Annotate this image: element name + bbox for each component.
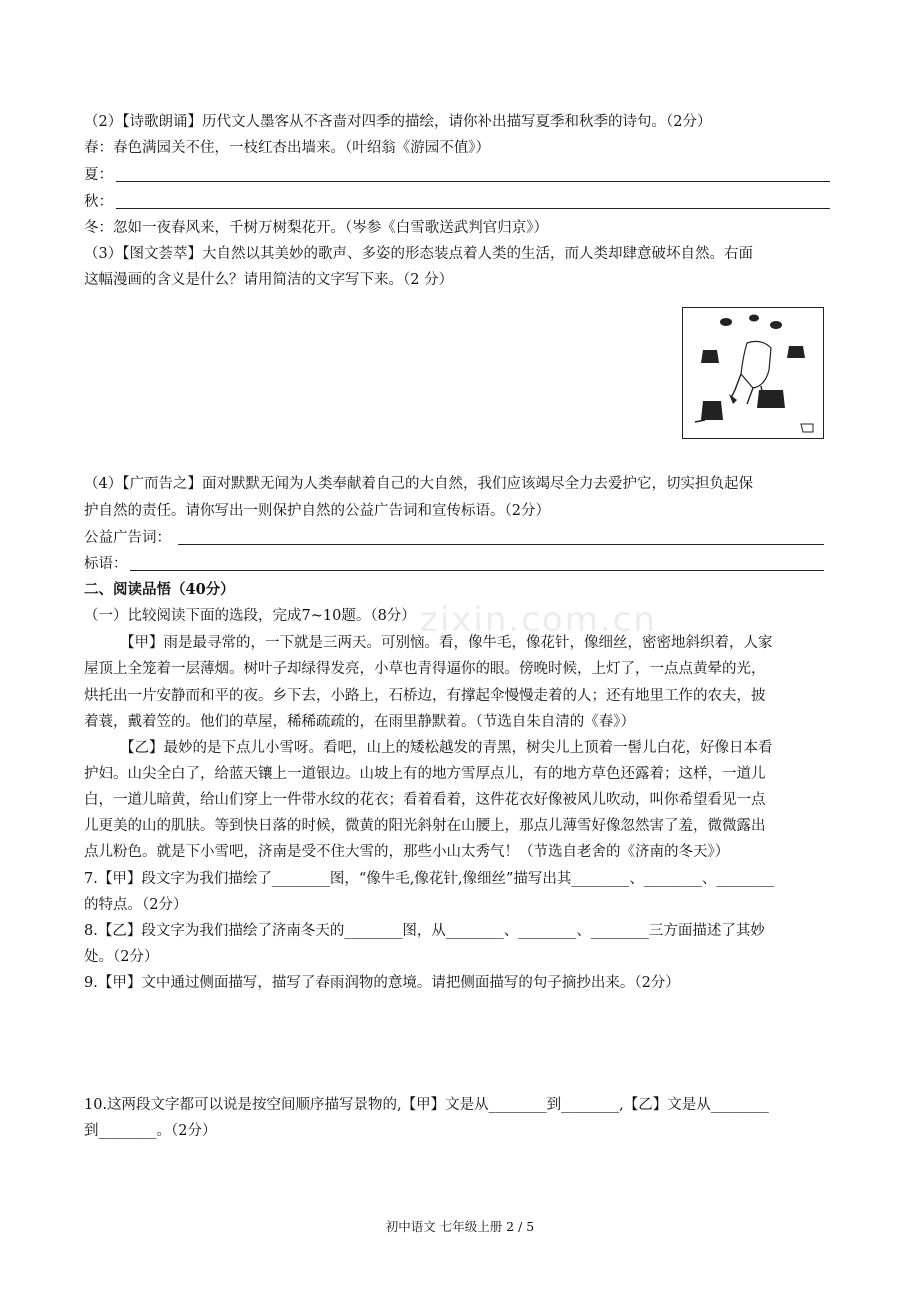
q4-prompt-line1: （4）【广而告之】面对默默无闻为人类奉献着自己的大自然，我们应该竭尽全力去爱护它，切实担负起保: [84, 476, 753, 492]
q4-prompt-line2: 护自然的责任。请你写出一则保护自然的公益广告词和宣传标语。（2分）: [84, 503, 550, 519]
q10-line1: 10.这两段文字都可以说是按空间顺序描写景物的,【甲】文是从________到________,【乙】文是从________: [84, 1097, 769, 1113]
q7-line1: 7.【甲】段文字为我们描绘了________图，“像牛毛,像花针,像细丝”描写出其________、________、________: [84, 871, 775, 887]
ad-answer-line[interactable]: [178, 544, 824, 545]
q8-line2: 处。（2分）: [84, 949, 159, 965]
passage-b-line: 儿更美的山的肌肤。等到快日落的时候，微黄的阳光斜射在山腰上，那点儿薄雪好像忽然害了羞，微微露出: [84, 818, 766, 834]
section2-part1: （一）比较阅读下面的选段，完成7~10题。（8分）: [84, 608, 416, 624]
q4-slogan-label: 标语：: [84, 556, 128, 572]
q9-line1: 9.【甲】文中通过侧面描写，描写了春雨润物的意境。请把侧面描写的句子摘抄出来。（2分）: [84, 975, 680, 991]
section2-title: 二、阅读品悟（40分）: [84, 581, 235, 598]
q4-ad-label: 公益广告词：: [84, 530, 171, 546]
passage-b-line: 【乙】最妙的是下点儿小雪呀。看吧，山上的矮松越发的青黑，树尖儿上顶着一髻儿白花，好像日本看: [120, 740, 773, 756]
summer-answer-line[interactable]: [116, 181, 830, 182]
q7-line2: 的特点。（2分）: [84, 897, 188, 913]
passage-b-line: 白，一道儿暗黄，给山们穿上一件带水纹的花衣；看着看着，这件花衣好像被风儿吹动，叫你希望看见一点: [84, 792, 766, 808]
autumn-answer-line[interactable]: [116, 208, 830, 209]
q3-prompt-line1: （3）【图文荟萃】大自然以其美妙的歌声、多姿的形态装点着人类的生活，而人类却肆意破坏自然。右面: [84, 246, 753, 262]
q2-autumn-label: 秋：: [84, 194, 113, 210]
passage-b-line: 点儿粉色。就是下小雪吧，济南是受不住大雪的，那些小山太秀气！（节选自老舍的《济南的冬天》）: [84, 844, 730, 860]
passage-a-line: 烘托出一片安静而和平的夜。乡下去，小路上，石桥边，有撑起伞慢慢走着的人；还有地里工作的农夫，披: [84, 688, 766, 704]
q8-line1: 8.【乙】段文字为我们描绘了济南冬天的________图，从________、________、________三方面描述了其妙: [84, 923, 765, 939]
q3-prompt-line2: 这幅漫画的含义是什么？请用简洁的文字写下来。（2 分）: [84, 272, 454, 288]
q10-line2: 到________。（2分）: [84, 1123, 217, 1139]
page-footer: 初中语文 七年级上册 2 / 5: [385, 1219, 535, 1234]
q2-summer-label: 夏：: [84, 167, 113, 183]
passage-a-line: 着蓑，戴着笠的。他们的草屋，稀稀疏疏的，在雨里静默着。（节选自朱自清的《春》）: [84, 714, 635, 730]
slogan-answer-line[interactable]: [130, 570, 824, 571]
passage-b-line: 护妇。山尖全白了，给蓝天镶上一道银边。山坡上有的地方雪厚点儿，有的地方草色还露着；这样，一道儿: [84, 766, 766, 782]
q2-spring-line: 春：春色满园关不住，一枝红杏出墙来。（叶绍翁《游园不值》）: [84, 140, 490, 156]
q2-winter-line: 冬：忽如一夜春风来，千树万树梨花开。（岑参《白雪歌送武判官归京》）: [84, 220, 548, 236]
cartoon-felling-trees-icon: [683, 308, 822, 437]
q9-answer-area[interactable]: [84, 1000, 836, 1090]
passage-a-line: 屋顶上全笼着一层薄烟。树叶子却绿得发亮，小草也青得逼你的眼。傍晚时候，上灯了，一点点黄晕的光，: [84, 661, 766, 677]
cartoon-image: [682, 307, 824, 439]
q2-prompt: （2）【诗歌朗诵】历代文人墨客从不吝啬对四季的描绘，请你补出描写夏季和秋季的诗句。（2分）: [84, 114, 712, 130]
passage-a-line: 【甲】雨是最寻常的，一下就是三两天。可别恼。看，像牛毛，像花针，像细丝，密密地斜织着，人家: [120, 635, 773, 651]
watermark: zixin.com.cn: [420, 600, 657, 640]
